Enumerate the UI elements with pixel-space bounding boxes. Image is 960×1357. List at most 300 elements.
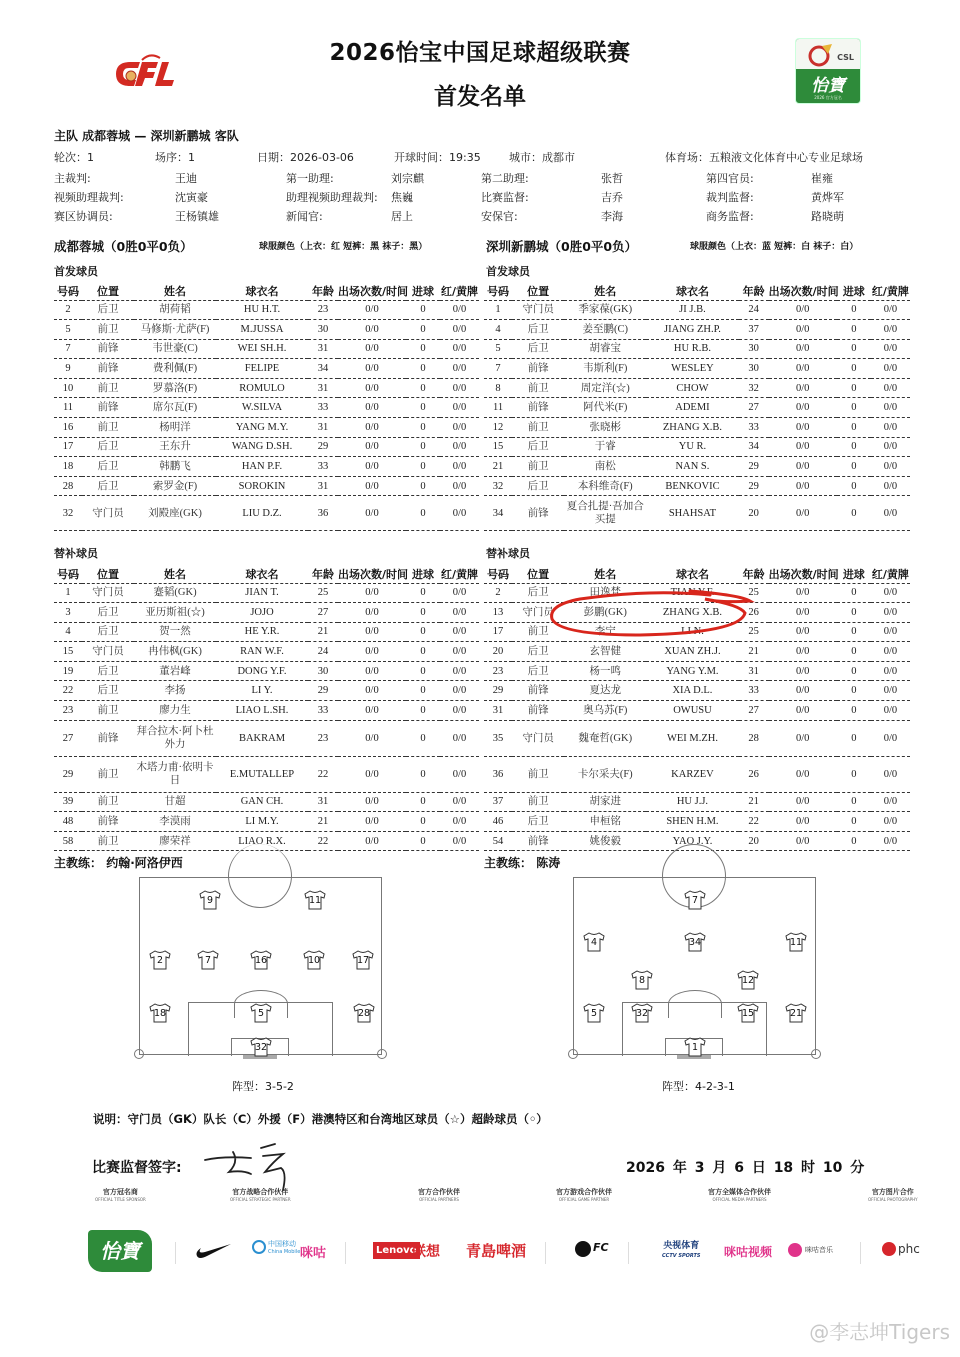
home-formation-pitch — [139, 877, 382, 1055]
player-position: 后卫 — [512, 812, 564, 832]
player-row — [484, 701, 910, 721]
player-number: 31 — [484, 701, 512, 721]
shirt-number: 16 — [254, 955, 268, 966]
yibao-logo: 怡寶 — [88, 1230, 152, 1272]
cards: 0/0 — [871, 359, 910, 379]
player-number: 29 — [484, 681, 512, 701]
player-name: 韦世豪(C) — [134, 339, 216, 359]
column-header: 出场次数/时间 — [769, 566, 837, 583]
lenovo-cn: 联想 — [412, 1244, 440, 1260]
player-age: 32 — [739, 378, 769, 398]
away-starters-label: 首发球员 — [486, 265, 530, 278]
player-name: 马修斯·尤萨(F) — [134, 320, 216, 340]
legend-note: 说明：守门员（GK）队长（C）外援（F）港澳特区和台湾地区球员（☆）超龄球员（◦） — [93, 1112, 548, 1126]
column-header: 进球 — [406, 283, 440, 300]
appearances: 0/0 — [338, 756, 406, 792]
player-row — [54, 681, 479, 701]
goals: 0 — [837, 831, 871, 851]
player-name: 卡尔采夫(F) — [564, 756, 646, 792]
shirt-icon — [736, 970, 760, 990]
appearances: 0/0 — [769, 418, 837, 438]
column-header: 号码 — [54, 283, 82, 300]
shirt-number: 12 — [741, 975, 755, 986]
home-team-record: 成都蓉城（0胜0平0负） — [54, 239, 193, 254]
player-number: 20 — [484, 642, 512, 662]
player-number: 2 — [54, 300, 82, 320]
shirt-name: FELIPE — [216, 359, 308, 379]
official-name: 居上 — [391, 210, 413, 223]
cards: 0/0 — [871, 661, 910, 681]
shirt-number: 34 — [688, 937, 702, 948]
ea-logo — [575, 1241, 591, 1257]
player-name: 魏奄哲(GK) — [564, 720, 646, 756]
player-age: 26 — [739, 603, 769, 623]
home-subs-label: 替补球员 — [54, 547, 98, 560]
player-row — [54, 661, 479, 681]
player-position: 前锋 — [512, 359, 564, 379]
player-name: 蹇韬(GK) — [134, 583, 216, 603]
goals: 0 — [837, 661, 871, 681]
shirt-icon — [630, 1003, 654, 1023]
appearances: 0/0 — [769, 720, 837, 756]
shirt-number: 9 — [206, 895, 214, 906]
player-name: 王东升 — [134, 437, 216, 457]
player-age: 20 — [739, 496, 769, 531]
shirt-name: ROMULO — [216, 378, 308, 398]
player-number: 1 — [54, 583, 82, 603]
cards: 0/0 — [440, 622, 479, 642]
goals: 0 — [837, 476, 871, 496]
csl-logo: CSL 怡寶 2026 官方冠名 — [795, 38, 861, 104]
player-number: 7 — [54, 339, 82, 359]
player-number: 58 — [54, 831, 82, 851]
shirt-name: WEI M.ZH. — [646, 720, 738, 756]
goals: 0 — [837, 300, 871, 320]
home-formation: 阵型：3-5-2 — [232, 1080, 294, 1093]
player-age: 29 — [308, 437, 338, 457]
player-number: 11 — [484, 398, 512, 418]
player-name: 拜合拉木·阿卜杜外力 — [134, 720, 216, 756]
shirt-name: OWUSU — [646, 701, 738, 721]
player-number: 13 — [484, 603, 512, 623]
goals: 0 — [837, 720, 871, 756]
appearances: 0/0 — [338, 300, 406, 320]
stadium-field: 体育场：五粮液文化体育中心专业足球场 — [665, 151, 863, 164]
player-number: 17 — [484, 622, 512, 642]
official-name: 焦巍 — [391, 191, 413, 204]
shirt-name: WESLEY — [646, 359, 738, 379]
official-name: 王杨镇雄 — [175, 210, 219, 223]
csl-ball-icon — [808, 42, 834, 68]
player-position: 前锋 — [82, 720, 134, 756]
player-name: 廖力生 — [134, 701, 216, 721]
goals: 0 — [406, 603, 440, 623]
official-role: 赛区协调员: — [54, 210, 113, 223]
away-subs-label: 替补球员 — [486, 547, 530, 560]
cards: 0/0 — [871, 622, 910, 642]
player-age: 34 — [739, 437, 769, 457]
cards: 0/0 — [440, 457, 479, 477]
shirt-name: RAN W.F. — [216, 642, 308, 662]
appearances: 0/0 — [769, 681, 837, 701]
player-row — [54, 622, 479, 642]
cards: 0/0 — [871, 476, 910, 496]
player-name: 夏合扎提·吾加合买提 — [564, 496, 646, 531]
player-position: 前锋 — [82, 339, 134, 359]
shirt-icon — [198, 890, 222, 910]
appearances: 0/0 — [769, 457, 837, 477]
appearances: 0/0 — [769, 378, 837, 398]
shirt-name: YANG Y.M. — [646, 661, 738, 681]
goals: 0 — [837, 622, 871, 642]
date-field: 日期：2026-03-06 — [257, 151, 354, 164]
column-header: 进球 — [837, 283, 871, 300]
goals: 0 — [406, 339, 440, 359]
shirt-name: XIA D.L. — [646, 681, 738, 701]
player-age: 20 — [739, 831, 769, 851]
player-position: 后卫 — [82, 457, 134, 477]
player-name: 韩鹏飞 — [134, 457, 216, 477]
column-header: 位置 — [82, 283, 134, 300]
cards: 0/0 — [871, 300, 910, 320]
shirt-icon — [302, 950, 326, 970]
appearances: 0/0 — [769, 398, 837, 418]
player-age: 22 — [739, 812, 769, 832]
cards: 0/0 — [440, 437, 479, 457]
player-age: 24 — [739, 300, 769, 320]
player-number: 1 — [484, 300, 512, 320]
home-starters-table — [54, 283, 479, 531]
player-name: 杨一鸣 — [564, 661, 646, 681]
player-position: 前卫 — [512, 418, 564, 438]
shirt-icon — [303, 890, 327, 910]
cards: 0/0 — [871, 701, 910, 721]
cards: 0/0 — [871, 812, 910, 832]
league-title: 2026怡宝中国足球超级联赛 — [329, 40, 631, 66]
appearances: 0/0 — [338, 457, 406, 477]
shirt-number: 1 — [691, 1042, 699, 1053]
column-header: 球衣名 — [216, 283, 308, 300]
player-number: 4 — [54, 622, 82, 642]
column-header: 出场次数/时间 — [338, 566, 406, 583]
player-position: 后卫 — [82, 681, 134, 701]
shirt-name: YAO J.Y. — [646, 831, 738, 851]
player-name: 罗慕洛(F) — [134, 378, 216, 398]
player-row — [54, 320, 479, 340]
lenovo-logo: Lenovo — [373, 1242, 420, 1259]
player-name: 李扬 — [134, 681, 216, 701]
shirt-name: HU R.B. — [646, 339, 738, 359]
player-age: 21 — [739, 792, 769, 812]
player-age: 36 — [308, 496, 338, 531]
player-age: 30 — [308, 320, 338, 340]
player-number: 15 — [484, 437, 512, 457]
official-role: 裁判监督: — [706, 191, 754, 204]
cards: 0/0 — [440, 720, 479, 756]
official-role: 新闻官: — [286, 210, 323, 223]
appearances: 0/0 — [769, 339, 837, 359]
appearances: 0/0 — [338, 496, 406, 531]
player-number: 23 — [54, 701, 82, 721]
player-number: 23 — [484, 661, 512, 681]
player-position: 前锋 — [512, 831, 564, 851]
shirt-name: LI N. — [646, 622, 738, 642]
partner-category: 官方合作伙伴 OFFICIAL PARTNERS — [418, 1188, 460, 1202]
player-position: 守门员 — [512, 720, 564, 756]
home-starters-label: 首发球员 — [54, 265, 98, 278]
player-row — [484, 720, 910, 756]
appearances: 0/0 — [769, 831, 837, 851]
player-position: 后卫 — [512, 437, 564, 457]
shirt-name: JI J.B. — [646, 300, 738, 320]
shirt-number: 10 — [307, 955, 321, 966]
shirt-name: E.MUTALLEP — [216, 756, 308, 792]
player-position: 后卫 — [82, 661, 134, 681]
goals: 0 — [837, 359, 871, 379]
player-age: 27 — [308, 603, 338, 623]
player-number: 9 — [54, 359, 82, 379]
player-name: 杨明洋 — [134, 418, 216, 438]
city-field: 城市：成都市 — [509, 151, 575, 164]
shirt-number: 8 — [638, 975, 646, 986]
player-position: 后卫 — [82, 476, 134, 496]
player-name: 李漠雨 — [134, 812, 216, 832]
shirt-icon — [148, 950, 172, 970]
shirt-icon — [630, 970, 654, 990]
official-name: 沈寅豪 — [175, 191, 208, 204]
official-role: 视频助理裁判: — [54, 191, 124, 204]
tsingtao-logo: 青島啤酒 — [466, 1242, 527, 1260]
column-header: 出场次数/时间 — [338, 283, 406, 300]
player-row — [484, 418, 910, 438]
official-role: 第四官员: — [706, 172, 754, 185]
goals: 0 — [406, 812, 440, 832]
player-number: 2 — [484, 583, 512, 603]
column-header: 姓名 — [564, 283, 646, 300]
cards: 0/0 — [871, 756, 910, 792]
player-row — [54, 756, 479, 792]
player-position: 前锋 — [82, 398, 134, 418]
player-position: 守门员 — [82, 583, 134, 603]
appearances: 0/0 — [769, 476, 837, 496]
appearances: 0/0 — [338, 720, 406, 756]
cards: 0/0 — [440, 496, 479, 531]
player-name: 木塔力甫·依明卡日 — [134, 756, 216, 792]
cards: 0/0 — [440, 398, 479, 418]
player-age: 33 — [308, 398, 338, 418]
goals: 0 — [837, 603, 871, 623]
player-name: 胡家进 — [564, 792, 646, 812]
player-number: 34 — [484, 496, 512, 531]
shirt-icon — [352, 1003, 376, 1023]
shirt-number: 7 — [691, 895, 699, 906]
shirt-icon — [784, 1003, 808, 1023]
shirt-icon — [683, 932, 707, 952]
match-teams: 主队 成都蓉城 — 深圳新鹏城 客队 — [54, 129, 239, 143]
official-name: 张哲 — [601, 172, 623, 185]
shirt-name: TIAN Y.F. — [646, 583, 738, 603]
cards: 0/0 — [871, 583, 910, 603]
goals: 0 — [837, 339, 871, 359]
player-position: 后卫 — [512, 320, 564, 340]
goals: 0 — [406, 622, 440, 642]
column-header: 红/黄牌 — [440, 566, 479, 583]
player-age: 37 — [739, 320, 769, 340]
round-field: 轮次：1 — [54, 151, 94, 164]
player-name: 刘殿座(GK) — [134, 496, 216, 531]
ea-fc-mark: FC — [593, 1241, 609, 1254]
partner-category: 官方冠名商 OFFICIAL TITLE SPONSOR — [95, 1188, 146, 1202]
player-name: 韦斯利(F) — [564, 359, 646, 379]
player-row — [54, 339, 479, 359]
cards: 0/0 — [440, 418, 479, 438]
shirt-name: CHOW — [646, 378, 738, 398]
player-name: 彭鹏(GK) — [564, 603, 646, 623]
goals: 0 — [406, 661, 440, 681]
player-age: 33 — [739, 418, 769, 438]
partner-category: 官方全媒体合作伙伴 OFFICIAL MEDIA PARTNERS — [708, 1188, 771, 1202]
shirt-number: 11 — [789, 937, 803, 948]
shirt-number: 5 — [257, 1008, 265, 1019]
player-number: 10 — [54, 378, 82, 398]
player-age: 25 — [308, 583, 338, 603]
column-header: 红/黄牌 — [871, 283, 910, 300]
player-position: 守门员 — [82, 642, 134, 662]
player-name: 姚俊毅 — [564, 831, 646, 851]
player-position: 后卫 — [82, 603, 134, 623]
official-name: 崔雍 — [811, 172, 833, 185]
appearances: 0/0 — [769, 300, 837, 320]
order-field: 场序：1 — [155, 151, 195, 164]
player-number: 27 — [54, 720, 82, 756]
player-position: 后卫 — [512, 476, 564, 496]
weibo-watermark: @李志坤Tigers — [809, 1320, 950, 1344]
player-position: 前卫 — [82, 320, 134, 340]
shirt-name: ADEMI — [646, 398, 738, 418]
goals: 0 — [837, 496, 871, 531]
cards: 0/0 — [440, 792, 479, 812]
player-row — [484, 812, 910, 832]
player-age: 22 — [308, 756, 338, 792]
player-position: 后卫 — [512, 339, 564, 359]
migu-video-logo: 咪咕视频 — [724, 1245, 773, 1259]
shirt-name: JIAN T. — [216, 583, 308, 603]
goals: 0 — [406, 583, 440, 603]
player-name: 夏达龙 — [564, 681, 646, 701]
column-header: 号码 — [484, 283, 512, 300]
player-name: 冉伟枫(GK) — [134, 642, 216, 662]
migu-music-icon — [788, 1243, 802, 1257]
player-row — [484, 320, 910, 340]
player-age: 31 — [308, 378, 338, 398]
player-row — [54, 476, 479, 496]
player-position: 前卫 — [512, 457, 564, 477]
shirt-name: WEI SH.H. — [216, 339, 308, 359]
appearances: 0/0 — [338, 681, 406, 701]
player-age: 31 — [308, 476, 338, 496]
appearances: 0/0 — [338, 320, 406, 340]
player-age: 30 — [739, 339, 769, 359]
china-mobile-logo: 中国移动 China Mobile — [268, 1240, 301, 1255]
player-number: 46 — [484, 812, 512, 832]
away-formation: 阵型：4-2-3-1 — [662, 1080, 735, 1093]
player-number: 3 — [54, 603, 82, 623]
player-position: 前卫 — [82, 378, 134, 398]
column-header: 姓名 — [564, 566, 646, 583]
player-position: 前卫 — [82, 792, 134, 812]
appearances: 0/0 — [338, 701, 406, 721]
player-row — [484, 398, 910, 418]
shirt-name: SHEN H.M. — [646, 812, 738, 832]
appearances: 0/0 — [338, 642, 406, 662]
shirt-name: WANG D.SH. — [216, 437, 308, 457]
china-mobile-icon — [252, 1240, 266, 1254]
appearances: 0/0 — [769, 756, 837, 792]
player-name: 姜至鹏(C) — [564, 320, 646, 340]
player-name: 席尔瓦(F) — [134, 398, 216, 418]
away-starters-table — [484, 283, 910, 531]
appearances: 0/0 — [338, 339, 406, 359]
player-number: 54 — [484, 831, 512, 851]
shirt-name: NAN S. — [646, 457, 738, 477]
player-number: 12 — [484, 418, 512, 438]
partner-category: 官方图片合作 OFFICIAL PHOTOGRAPHY — [868, 1188, 918, 1202]
player-row — [484, 378, 910, 398]
column-header: 球衣名 — [216, 566, 308, 583]
phc-logo: phc — [898, 1242, 920, 1256]
cards: 0/0 — [440, 603, 479, 623]
player-row — [54, 418, 479, 438]
shirt-name: JIANG ZH.P. — [646, 320, 738, 340]
shirt-name: LIU D.Z. — [216, 496, 308, 531]
shirt-number: 28 — [357, 1008, 371, 1019]
player-position: 后卫 — [82, 622, 134, 642]
goals: 0 — [406, 831, 440, 851]
shirt-icon — [683, 1037, 707, 1057]
shirt-name: BAKRAM — [216, 720, 308, 756]
player-number: 5 — [54, 320, 82, 340]
player-age: 27 — [739, 398, 769, 418]
player-age: 26 — [739, 756, 769, 792]
appearances: 0/0 — [338, 661, 406, 681]
appearances: 0/0 — [338, 398, 406, 418]
cards: 0/0 — [440, 339, 479, 359]
shirt-icon — [582, 932, 606, 952]
player-age: 34 — [308, 359, 338, 379]
player-position: 守门员 — [512, 300, 564, 320]
column-header: 年龄 — [739, 283, 769, 300]
cards: 0/0 — [871, 320, 910, 340]
phc-icon — [882, 1242, 896, 1256]
shirt-number: 21 — [789, 1008, 803, 1019]
appearances: 0/0 — [769, 603, 837, 623]
shirt-name: LI M.Y. — [216, 812, 308, 832]
appearances: 0/0 — [769, 792, 837, 812]
cards: 0/0 — [440, 756, 479, 792]
player-number: 11 — [54, 398, 82, 418]
player-number: 32 — [54, 496, 82, 531]
column-header: 红/黄牌 — [871, 566, 910, 583]
appearances: 0/0 — [769, 496, 837, 531]
shirt-name: JOJO — [216, 603, 308, 623]
player-name: 本科维奇(F) — [564, 476, 646, 496]
goals: 0 — [406, 792, 440, 812]
appearances: 0/0 — [338, 378, 406, 398]
cards: 0/0 — [871, 418, 910, 438]
goals: 0 — [406, 437, 440, 457]
column-header: 出场次数/时间 — [769, 283, 837, 300]
appearances: 0/0 — [769, 359, 837, 379]
